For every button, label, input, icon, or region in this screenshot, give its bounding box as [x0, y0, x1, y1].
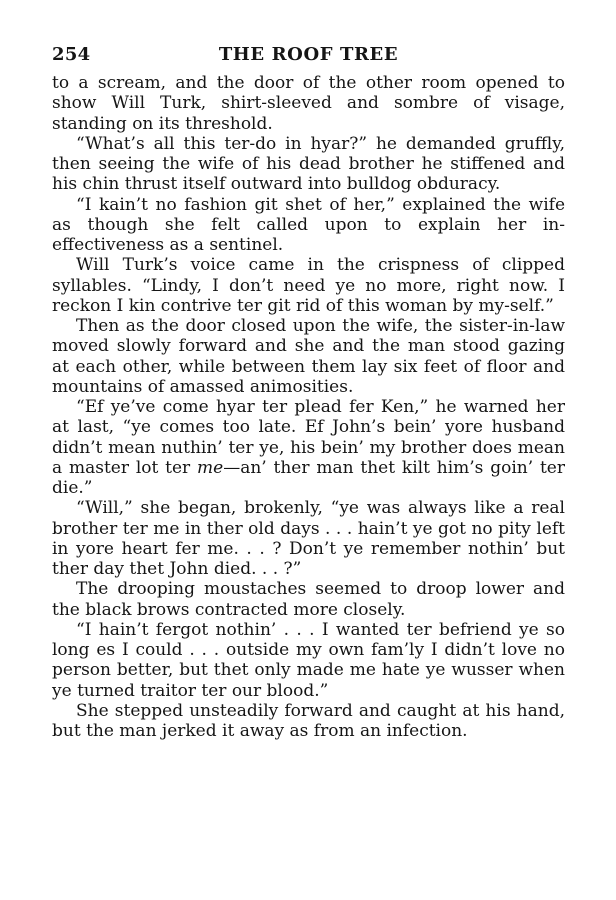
- paragraph-text: —an’ ther man thet kilt him’s goin’ ter die.”: [52, 457, 565, 498]
- paragraph: “I hain’t fergot nothin’ . . . I wanted ter befriend ye so long es I could . . . outside my own fam’ly I didn’t love no person better, but thet only made me hate ye wusser when ye turned traitor ter our blood.”: [52, 619, 565, 701]
- paragraph: Will Turk’s voice came in the crispness of clipped syllables. “Lindy, I don’t need ye no more, right now. I reckon I kin contrive ter git rid of this woman by my-self.”: [52, 255, 565, 316]
- book-page: [52, 44, 565, 741]
- paragraph: She stepped unsteadily forward and caught at his hand, but the man jerked it away as from an infection.: [52, 700, 565, 741]
- paragraph: “What’s all this ter-do in hyar?” he demanded gruffly, then seeing the wife of his dead brother he stiffened and his chin thrust itself outward into bulldog obduracy.: [52, 133, 565, 195]
- running-title: THE ROOF TREE: [218, 44, 399, 65]
- paragraph: “Will,” she began, brokenly, “ye was always like a real brother ter me in ther old days . . . hain’t ye got no pity left in yore heart fer me. . . ? Don’t ye remember nothin’ but ther day thet John died. . . ?”: [52, 498, 565, 579]
- paragraph: “I kain’t no fashion git shet of her,” explained the wife as though she felt called upon to explain her in-effectiveness as a sentinel.: [52, 194, 565, 255]
- body-text: [52, 73, 565, 741]
- paragraph: The drooping moustaches seemed to droop lower and the black brows contracted more closely.: [52, 579, 565, 620]
- paragraph: to a scream, and the door of the other room opened to show Will Turk, shirt-sleeved and sombre of visage, standing on its threshold.: [52, 73, 565, 134]
- page-header: [52, 44, 565, 70]
- paragraph: [52, 397, 565, 498]
- paragraph-text: “Ef ye’ve come hyar ter plead fer Ken,” he warned her at last, “ye comes too late. Ef John’s bein’ yore husband didn’t mean nuthin’ ter ye, his bein’ my brother does mean a master lot ter: [52, 397, 565, 478]
- page-number: 254: [52, 44, 91, 65]
- paragraph: Then as the door closed upon the wife, the sister-in-law moved slowly forward and she and the man stood gazing at each other, while between them lay six feet of floor and mountains of amassed animosities.: [52, 316, 565, 397]
- emphasized-word: me: [197, 457, 224, 478]
